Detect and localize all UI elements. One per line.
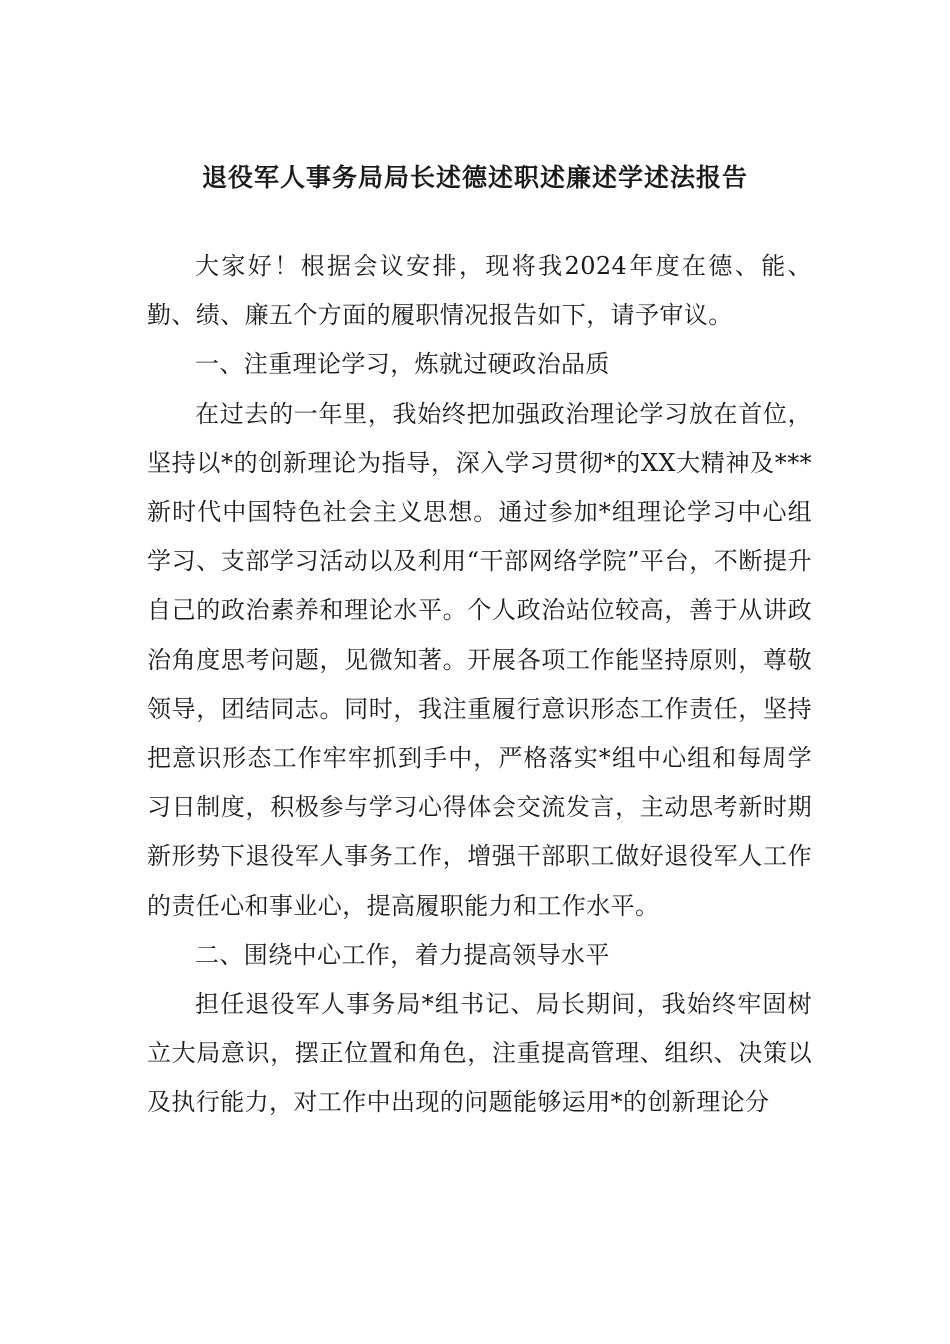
document-title: 退役军人事务局局长述德述职述廉述学述法报告 <box>201 163 748 192</box>
paragraph-section-2: 担任退役军人事务局*组书记、局长期间，我始终牢固树立大局意识，摆正位置和角色，注重提高管理、组织、决策以及执行能力，对工作中出现的问题能够运用*的创新理论分 <box>147 990 812 1117</box>
section-heading-2: 二、围绕中心工作，着力提高领导水平 <box>195 940 610 969</box>
paragraph-intro: 大家好！根据会议安排，现将我2024年度在德、能、勤、绩、廉五个方面的履职情况报告如下，请予审议。 <box>147 252 812 330</box>
section-heading-1: 一、注重理论学习，炼就过硬政治品质 <box>195 350 610 379</box>
document-body <box>147 242 812 1128</box>
paragraph-section-1: 在过去的一年里，我始终把加强政治理论学习放在首位，坚持以*的创新理论为指导，深入学习贯彻*的XX大精神及***新时代中国特色社会主义思想。通过参加*组理论学习中心组学习、支部学习活动以及利用“干部网络学院”平台，不断提升自己的政治素养和理论水平。个人政治站位较高，善于从讲政治角度思考问题，见微知著。开展各项工作能坚持原则，尊敬领导，团结同志。同时，我注重履行意识形态工作责任，坚持把意识形态工作牢牢抓到手中，严格落实*组中心组和每周学习日制度，积极参与学习心得体会交流发言，主动思考新时期新形势下退役军人事务工作，增强干部职工做好退役军人工作的责任心和事业心，提高履职能力和工作水平。 <box>147 399 812 920</box>
